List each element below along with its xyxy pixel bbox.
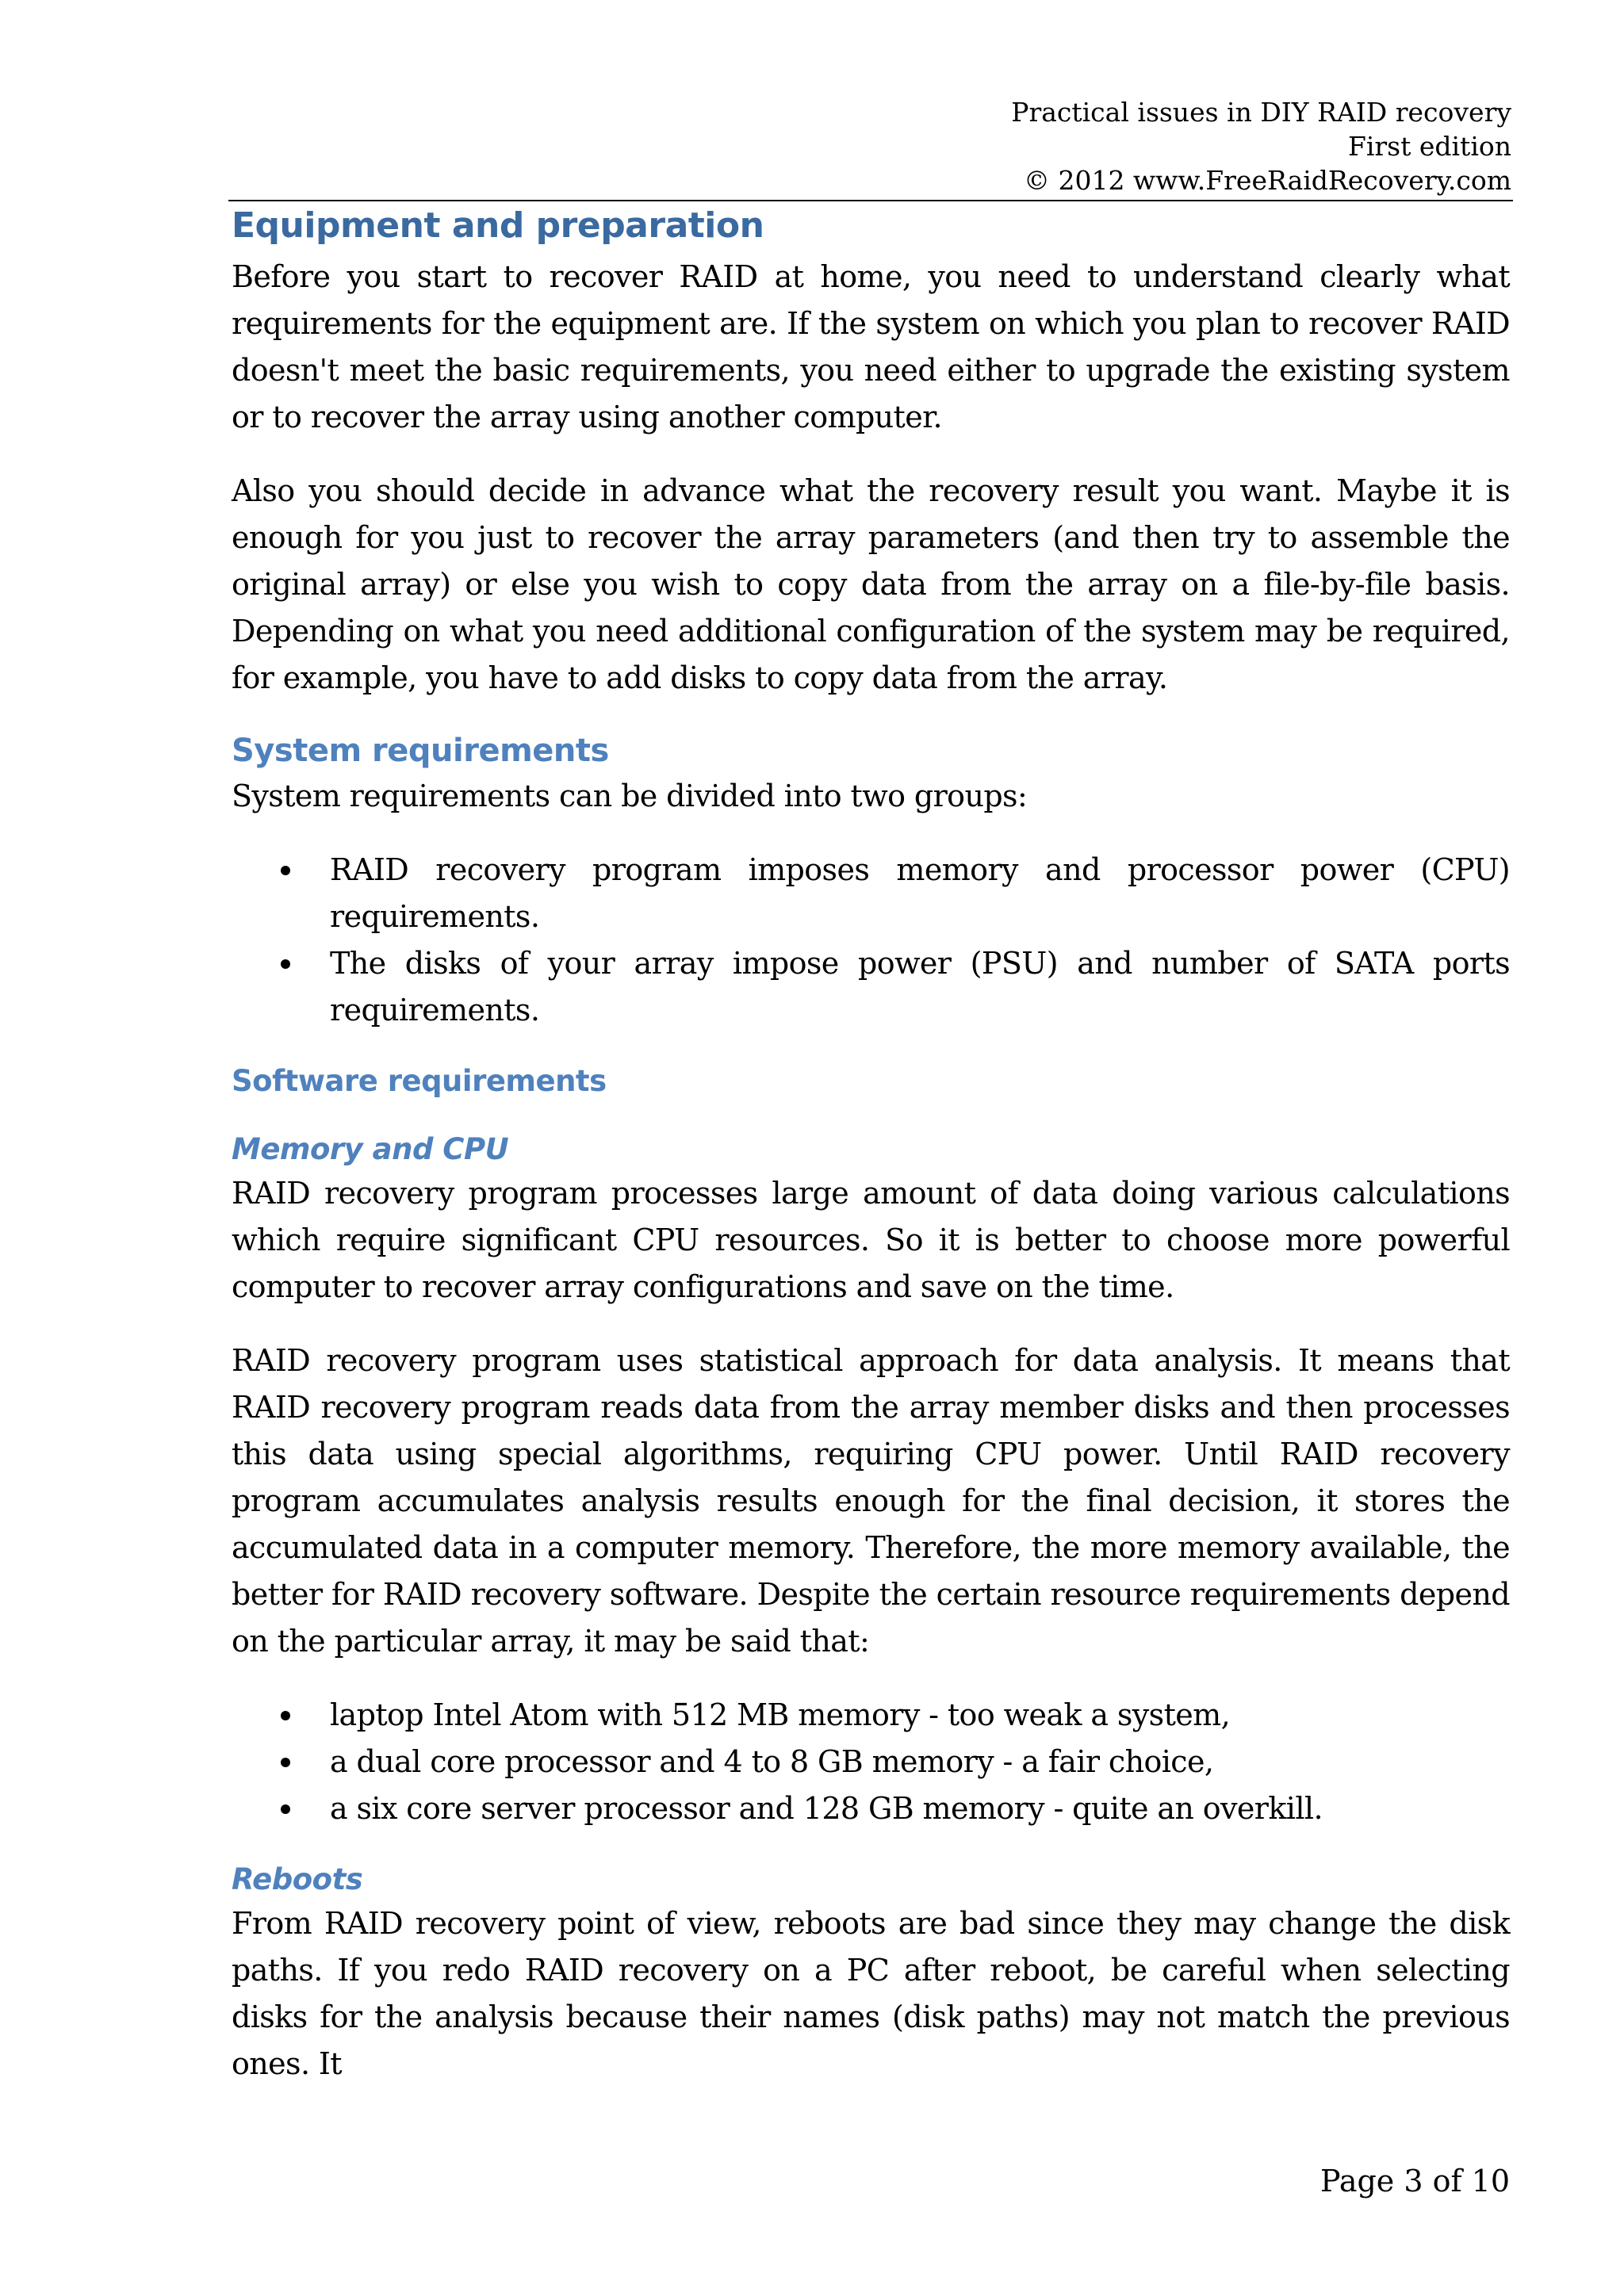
heading-memory-and-cpu: Memory and CPU <box>232 1132 509 1166</box>
system-requirements-list <box>232 847 1510 1034</box>
paragraph-reboots: From RAID recovery point of view, reboots are bad since they may change the disk paths. If you redo RAID recovery on a PC after reboot, be careful when selecting disks for the analysis because their names (disk paths) may not match the previous ones. It <box>232 1906 1510 2081</box>
list-item: laptop Intel Atom with 512 MB memory - too weak a system, <box>232 1692 1510 1739</box>
page-number: Page 3 of 10 <box>1320 2164 1510 2198</box>
page-content <box>232 203 1510 2087</box>
paragraph-memory-1: RAID recovery program processes large amount of data doing various calculations which require significant CPU resources. So it is better to choose more powerful computer to recover array configurations and save on the time. <box>232 1176 1510 1304</box>
heading-system-requirements: System requirements <box>232 733 609 769</box>
header-title: Practical issues in DIY RAID recovery <box>1011 97 1511 128</box>
paragraph-equipment-2: Also you should decide in advance what the recovery result you want. Maybe it is enough for you just to recover the array parameters (and then try to assemble the original array) or else you wish to copy data from the array on a file-by-file basis. Depending on what you need additional configuration of the system may be required, for example, you have to add disks to copy data from the array. <box>232 473 1510 695</box>
list-item: a six core server processor and 128 GB memory - quite an overkill. <box>232 1785 1510 1832</box>
list-item: a dual core processor and 4 to 8 GB memory - a fair choice, <box>232 1739 1510 1785</box>
bullet-icon <box>281 1711 290 1720</box>
paragraph-system-intro: System requirements can be divided into two groups: <box>232 779 1028 813</box>
header-copyright: © 2012 www.FreeRaidRecovery.com <box>1023 165 1511 196</box>
heading-reboots: Reboots <box>232 1862 363 1896</box>
heading-equipment-and-preparation: Equipment and preparation <box>232 205 764 246</box>
header-edition: First edition <box>1347 131 1511 162</box>
paragraph-memory-2: RAID recovery program uses statistical approach for data analysis. It means that RAID recovery program reads data from the array member disks and then processes this data using special algorithms, requiring CPU power. Until RAID recovery program accumulates analysis results enough for the final decision, it stores the accumulated data in a computer memory. Therefore, the more memory available, the better for RAID recovery software. Despite the certain resource requirements depend on the particular array, it may be said that: <box>232 1343 1510 1659</box>
header-divider <box>228 200 1513 201</box>
system-examples-list <box>232 1692 1510 1832</box>
page-header <box>228 95 1511 197</box>
paragraph-equipment-1: Before you start to recover RAID at home, you need to understand clearly what requirements for the equipment are. If the system on which you plan to recover RAID doesn't meet the basic requirements, you need either to upgrade the existing system or to recover the array using another computer. <box>232 259 1510 434</box>
bullet-icon <box>281 1804 290 1814</box>
list-item: RAID recovery program imposes memory and processor power (CPU) requirements. <box>232 847 1510 940</box>
heading-software-requirements: Software requirements <box>232 1064 607 1098</box>
bullet-icon <box>281 1758 290 1767</box>
bullet-icon <box>281 959 290 969</box>
list-item: The disks of your array impose power (PSU) and number of SATA ports requirements. <box>232 940 1510 1034</box>
bullet-icon <box>281 866 290 875</box>
